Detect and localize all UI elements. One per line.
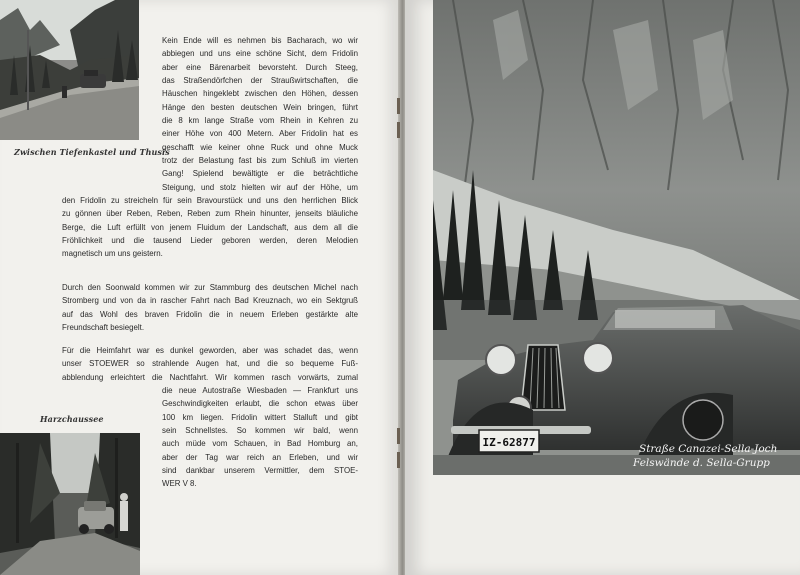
text-line: zu gönnen über Reben, Reben, Reben zum Rhein hinunter, jenseits bläuliche	[62, 209, 358, 219]
photo-caption-line-1: Straße Canazei-Sella-Joch	[639, 443, 778, 455]
text-line: trotz der Belastung fast bis zum Schluß im vierten	[162, 156, 358, 166]
text-line: sein Schnellstes. So kommen wir bald, wenn	[162, 426, 358, 436]
text-line: auf das Wohl des braven Fridolin die in neuem Erleben gestärkte alte	[62, 309, 358, 319]
text-line: magnetisch um uns geistern.	[62, 249, 163, 259]
text-line: den Fridolin zu streicheln für sein Bravourstück und uns den herrlichen Blick	[62, 196, 358, 205]
text-line: sind dankbar unserem Vermittler, dem STOE-	[162, 466, 358, 476]
caption-top-photo: Zwischen Tiefenkastel und Thusis	[14, 147, 170, 157]
paragraph-1-lower	[62, 194, 358, 261]
paragraph-3-lower	[162, 384, 358, 491]
paragraph-3-upper	[62, 344, 358, 384]
text-line: die neue Autostraße Wiesbaden — Frankfurt uns	[162, 386, 358, 395]
text-line: abbiegen und uns eine schöne Sicht, dem Fridolin	[162, 49, 358, 59]
text-line: das Straßendörfchen der Straußwirtschaften, die	[162, 76, 358, 86]
text-line: WER V 8.	[162, 479, 197, 489]
text-line: Für die Heimfahrt war es dunkel geworden, aber was schadet das, wenn	[62, 346, 358, 355]
text-line: abblendung erleichtert die Nachtfahrt. Wir kommen rasch vorwärts, zumal	[62, 372, 358, 382]
text-line: Kein Ende will es nehmen bis Bacharach, wo wir	[162, 36, 358, 45]
text-line: auch müde vom Schauen, in Bad Homburg an,	[162, 439, 358, 449]
text-line: Berge, die Luft erfüllt von jenem Fluidum der Landschaft, aus dem all die	[62, 222, 358, 232]
binding-staple	[397, 452, 400, 468]
text-line: Freundschaft besiegelt.	[62, 323, 145, 333]
text-line: Geschwindigkeiten erlaubt, die schon etwas über	[162, 399, 358, 409]
text-line: geschafft wie keiner ohne Ruck und ohne Muck	[162, 142, 358, 152]
license-plate: IZ-62877	[482, 436, 536, 449]
text-line: Gang! Spielend bewältigte er die beträchtliche	[162, 169, 358, 179]
binding-staple	[397, 122, 400, 138]
paragraph-1-upper	[162, 34, 358, 194]
text-line: unser STOEWER so strahlende Augen hat, und die so bequeme Fuß-	[62, 359, 358, 369]
text-line: 100 km liegen. Fridolin wittert Stalluft und gibt	[162, 412, 358, 422]
text-line: Häuschen hingeklebt zwischen den Höhen, dessen	[162, 89, 358, 99]
binding-staple	[397, 98, 400, 114]
text-line: Durch den Soonwald kommen wir zur Stammburg des deutschen Michel nach	[62, 283, 358, 292]
text-line: Fröhlichkeit und die tausend Lieder geboren werden, deren Melodien	[62, 236, 358, 246]
text-line: Steigung, und stolz hielten wir auf der Höhe, um	[162, 182, 358, 192]
photo-mountain-road	[0, 0, 139, 140]
binding-staple	[397, 428, 400, 444]
right-page	[405, 0, 800, 575]
text-line: einer Höhe von 400 Metern. Aber Fridolin hat es	[162, 129, 358, 139]
text-line: aber eine Bärenarbeit bevorsteht. Durch Steeg,	[162, 62, 358, 72]
photo-forest-road	[0, 433, 140, 575]
caption-bottom-photo: Harzchaussee	[40, 414, 104, 424]
photo-car-alpine-pass	[433, 0, 800, 475]
text-line: die 8 km lange Straße vom Rhein in Kehren zu	[162, 116, 358, 126]
paragraph-2	[62, 281, 358, 334]
text-line: aber der Tag war reich an Erleben, und wir	[162, 452, 358, 462]
photo-caption-line-2: Felswände d. Sella-Grupp	[633, 457, 770, 469]
text-line: Hänge den besten deutschen Wein bringen, führt	[162, 102, 358, 112]
text-line: Stromberg und von da in rascher Fahrt nach Bad Kreuznach, wo ein Sektgruß	[62, 296, 358, 306]
